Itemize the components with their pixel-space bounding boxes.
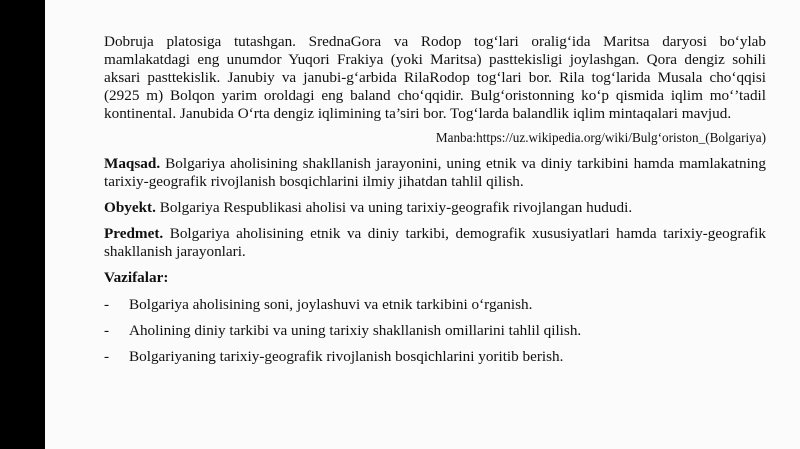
task-item	[104, 322, 766, 340]
task-text: Bolgariya aholisining soni, joylashuvi va etnik tarkibini o‘rganish.	[129, 296, 533, 313]
obyekt-label: Obyekt.	[104, 199, 156, 216]
maqsad-text: Bolgariya aholisining shakllanish jarayonini, uning etnik va diniy tarkibini hamda mamlakatning tarixiy-geografik rivojlanish bosqichlarini ilmiy jihatdan tahlil qilish.	[104, 155, 766, 190]
vazifalar-heading: Vazifalar:	[104, 269, 169, 286]
bullet-dash: -	[104, 322, 110, 339]
obyekt-text: Bolgariya Respublikasi aholisi va uning tarixiy-geografik rivojlangan hududi.	[155, 199, 633, 216]
document-page	[45, 0, 800, 449]
obyekt-paragraph	[104, 199, 766, 217]
task-text: Bolgariyaning tarixiy-geografik rivojlanish bosqichlarini yoritib berish.	[129, 348, 564, 365]
bullet-dash: -	[104, 348, 110, 365]
maqsad-paragraph	[104, 155, 766, 191]
predmet-text: Bolgariya aholisining etnik va diniy tarkibi, demografik xususiyatlari hamda tarixiy-geografik shakllanish jarayonlari.	[104, 225, 766, 260]
maqsad-label: Maqsad.	[104, 155, 161, 172]
bullet-dash: -	[104, 296, 110, 313]
predmet-label: Predmet.	[104, 225, 164, 242]
task-item	[104, 348, 766, 366]
predmet-paragraph	[104, 225, 766, 261]
document-content	[104, 33, 766, 374]
source-citation: Manba:https://uz.wikipedia.org/wiki/Bulg‘oriston_(Bolgariya)	[435, 130, 766, 145]
task-text: Aholining diniy tarkibi va uning tarixiy shakllanish omillarini tahlil qilish.	[129, 322, 582, 339]
task-item	[104, 296, 766, 314]
intro-paragraph: Dobruja platosiga tutashgan. SrednaGora va Rodop tog‘lari oralig‘ida Maritsa daryosi bo‘ylab mamlakatdagi eng unumdor Yuqori Frakiya (yoki Maritsa) pasttekisligi joylashgan. Qora dengiz sohili aksari pasttekislik. Janubiy va janubi-g‘arbida RilaRodop tog‘lari bor. Rila tog‘larida Musala cho‘qqisi (2925 m) Bolqon yarim oroldagi eng baland cho‘qqidir. Bulg‘oristonning ko‘p qismida iqlim mo‘’tadil kontinental. Janubida O‘rta dengiz iqlimining ta’siri bor. Tog‘larda balandlik iqlim mintaqalari mavjud.	[104, 33, 766, 122]
